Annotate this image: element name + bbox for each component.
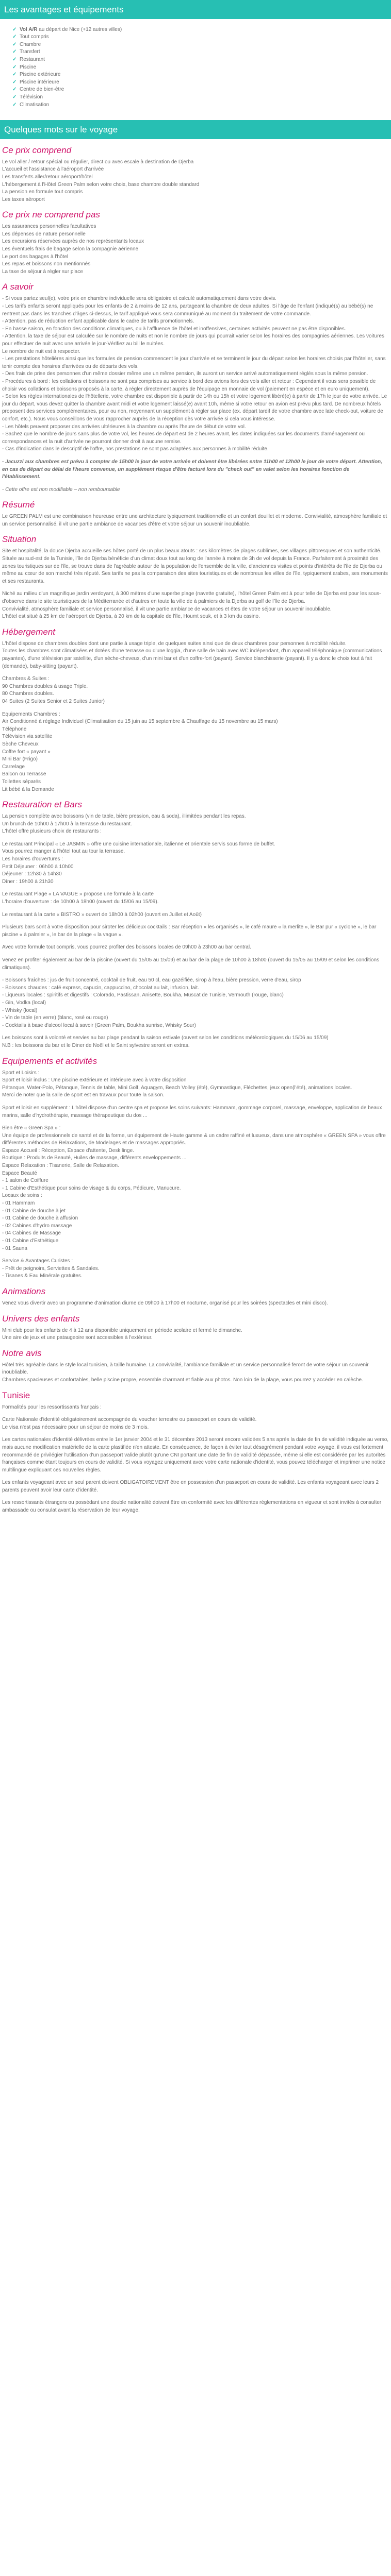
section-paragraph: Les ressortissants étrangers ou possédant une double nationalité doivent être en conformité avec les différentes réglementations en vigueur et sont invités à consulter ambassade ou consulat avant la réservation de leur voyage.	[2, 1500, 382, 1514]
advantage-text: Centre de bien-être	[20, 87, 64, 93]
section	[2, 800, 389, 1049]
section-paragraph: - Jacuzzi aux chambres est prévu à compter de 15h00 le jour de votre arrivée et doivent être libérées entre 11h00 et 12h00 le jour de votre départ. Attention, en cas de départ ou délai de l'heure convenue, un supplément risque d'être facturé lors du "check out" en valet selon les horaires fonction de l'établissement.	[2, 459, 382, 480]
section-paragraph: Le GREEN PALM est une combinaison heureuse entre une architecture typiquement traditionnelle et un confort douillet et moderne. Convivialité, atmosphère familiale et un service personnalisé, il vit une partie ambiance de vacances d'être et votre séjour un souvenir inoubliable.	[2, 514, 387, 527]
section	[2, 1056, 389, 1280]
advantage-item	[12, 33, 391, 41]
advantage-text: au départ de Nice (+12 autres villes)	[37, 26, 122, 32]
advantage-text: Climatisation	[20, 101, 50, 108]
section-paragraph: Chambres & Suites : 90 Chambres doubles à usage Triple. 80 Chambres doubles. 04 Suites (2 Suites Senior et 2 Suites Junior)	[2, 676, 105, 704]
trip-content	[0, 145, 391, 1515]
advantage-text: Transfert	[20, 49, 40, 55]
section-paragraph: - Cette offre est non modifiable – non remboursable	[2, 486, 120, 493]
section-title: Restauration et Bars	[2, 800, 82, 810]
section-title: Tunisie	[2, 1390, 30, 1400]
section-paragraph: Le vol aller / retour spécial ou régulier, direct ou avec escale à destination de Djerba L'accueil et l'assistance à l'aéroport d'arrivée Les transferts aller/retour aéroport/hôtel L'hébergement à l'Hôtel Green Palm selon votre choix, base chambre double standard La pension en formule tout compris Les taxes aéroport	[2, 159, 200, 202]
section-paragraph: Les assurances personnelles facultatives Les dépenses de nature personnelle Les excursions réservées auprès de nos représentants locaux Les éventuels frais de bagage selon la compagnie aérienne Le port des bagages à l'hôtel Les repas et boissons non mentionnés La taxe de séjour à régler sur place	[2, 224, 144, 275]
section-paragraph: Les boissons sont à volonté et servies au bar plage pendant la saison estivale (ouvert selon les conditions météorologiques du 15/06 au 15/09) N.B : les boissons du bar et le Diner de Noël et le Saint sylvestre seront en extras.	[2, 1035, 329, 1048]
advantage-bold: Vol A/R	[20, 26, 38, 32]
section-paragraph: Le restaurant Principal « Le JASMIN » offre une cuisine internationale, italienne et orientale servis sous forme de buffet. Vous pourrez manger à l'hôtel tout au tour la terrasse. Les horaires d'ouvertures : Petit Déjeuner : 06h00 à 10h00 Déjeuner : 12h30 à 14h30 Dîner : 19h00 à 21h30	[2, 841, 275, 885]
advantage-text: Restaurant	[20, 56, 45, 62]
section-paragraph: Avec votre formule tout compris, vous pourrez profiter des boissons locales de 09h00 à 23h00 au bar central.	[2, 944, 251, 951]
advantage-item	[12, 48, 391, 56]
advantage-text: Tout compris	[20, 34, 49, 40]
section-title: Situation	[2, 534, 37, 545]
section-paragraph: Formalités pour les ressortissants français :	[2, 1404, 102, 1410]
check-icon: ✓	[12, 56, 17, 62]
check-icon: ✓	[12, 26, 17, 32]
section-paragraph: Site et hospitalité, la douce Djerba accueille ses hôtes porté de un plus beaux atouts : ses kilomètres de plages sublimes, ses villages pittoresques et son authenticité. Située au sud-est de la Tunisie, l'île de Djerba bénéficie d'un climat doux tout au long de l'année à moins de 3h de vol depuis la France. Parfaitement à proximité des zones touristiques sur de l'île, se trouve dans de l'agréable autour de la population de l'ensemble de la ville, d'anciennes visites et points d'intérêts de l'île de Djerba ou même au cœur de son marché très réputé. Ses tarifs ne pas la comparaison des sites touristiques et de nombreux les villes de l'île, typiquement arabes, ses monuments et ses restaurants.	[2, 548, 388, 584]
check-icon: ✓	[12, 79, 17, 85]
section-title: Animations	[2, 1286, 46, 1296]
section-paragraph: La pension complète avec boissons (vin de table, bière pression, eau & soda), illimitées pendant les repas. Un brunch de 10h00 à 17h00 à la terrasse du restaurant. L'hôtel offre plusieurs choix de restaurants :	[2, 814, 246, 835]
section-paragraph: Plusieurs bars sont à votre disposition pour siroter les délicieux cocktails : Bar réception « les organisés », le café maure « la merlite », le Bar pur « cyclone », le bar piscine « à palmier », le bar de la plage « la vague ».	[2, 924, 377, 938]
advantages-banner: Les avantages et équipements	[0, 0, 391, 19]
section-paragraph: Les enfants voyageant avec un seul parent doivent OBLIGATOIREMENT être en possession d'un passeport en cours de validité. Les enfants voyageant avec leurs 2 parents peuvent avoir leur carte d'identité.	[2, 1480, 379, 1493]
section-paragraph: - Si vous partez seul(e), votre prix en chambre individuelle sera obligatoire et calculé automatiquement dans votre devis. - Les tarifs enfants seront appliqués pour les enfants de 2 à moins de 12 ans, partageant la chambre de deux adultes. Si l'âge de l'enfant (indiqué(s) au bébé(s) ne rentrent pas dans les tranches d'âges ci-dessus, le tarif appliqué vous sera communiqué au moment du traitement de votre commande. - Attention, pas de réduction enfant applicable dans le cadre de tarifs promotionnels. - En basse saison, en fonction des conditions climatiques, ou à l'affluence de l'hôtel et inoffensives, certaines activités peuvent ne pas être disponibles. - Attention, la taxe de séjour est calculée sur le nombre de nuits et non le nombre de jours qui pourrait varier selon les horaires des compagnies aériennes. Les voitures pour effectuer de nuit avec une arrivée le jour-Vérifiez au bill le nuitées. Le nombre de nuit est à respecter. - Les prestations hôtelières ainsi que les formules de pension commencent le jour d'arrivée et se terminent le jour du départ selon les horaires choisis par l'hôtelier, sans tenir compte des horaires d'arrivées ou de départs des vols. - Des frais de prise des personnes d'un même dossier même une un même pension, ils auront un service arrivé automatiquement réglés sous la même pension. - Procédures à bord : les collations et boissons ne sont pas comprises au service à bord des avions lors des vols aller et retour : Cependant il vous sera possible de choisir vos collations et boissons proposés à la carte, à régler directement auprès de l'équipage en monnaie de vol (paiement en espèce et en euro uniquement). - Selon les règles internationales de l'hôtellerie, votre chambre est disponible à partir de 14h ou 15h et votre logement libéré(e) à partir de 17h le jour de votre arrivée. Le jour du départ, vous devez quitter la chambre avant midi et votre logement laissé(e) avant 10h, même si votre retour en avion est prévu plus tard. De nombreux hôtels proposent des services complémentaires, pour ou non, moyennant un supplément à régler sur place (ex. départ tardif de votre chambre avec late check-out, voiture de confort, etc.). Nous vous conseillons de vous rapprocher auprès de la réception dès votre arrivée si cela vous intéresse. - Les hôtels peuvent proposer des arrivées ultérieures à la chambre ou après l'heure de début de votre vol. - Sachez que le nombre de jours sans plus de votre vol, les heures de départ est de 2 heures avant, les dates indiquées sur les documents d'aménagement ou correspondances et la nuit d'arrivée ne pourront donner droit à aucune remise. - Cas d'indication dans le descriptif de l'offre, nos prestations ne sont pas adaptées aux personnes à mobilité réduite.	[2, 296, 387, 452]
section-paragraph: Bien être « Green Spa » : Une équipe de professionnels de santé et de la forme, un équipement de Haute gamme & un cadre raffiné et luxueux, dans une atmosphère « GREEN SPA » vous offre différentes méthodes de Relaxations, de Modelages et de massages appropriés. Espace Accueil : Réception, Espace d'attente, Desk linge. Boutique : Produits de Beauté, Huiles de massage, différents enveloppements ... Espace Relaxation : Tisanerie, Salle de Relaxation. Espace Beauté - 1 salon de Coiffure - 1 Cabine d'Esthétique pour soins de visage & du corps, Pédicure, Manucure. Locaux de soins : - 01 Hammam - 01 Cabine de douche à jet - 01 Cabine de douche à affusion - 02 Cabines d'hydro massage - 04 Cabines de Massage - 01 Cabine d'Esthétique - 01 Sauna	[2, 1125, 386, 1251]
section-title: Univers des enfants	[2, 1313, 80, 1324]
check-icon: ✓	[12, 64, 17, 70]
section	[2, 1286, 389, 1308]
section-paragraph: L'hôtel dispose de chambres doubles dont une partie à usage triple, de quelques suites ainsi que de deux chambres pour personnes à mobilité réduite. Toutes les chambres sont climatisées et dotées d'une terrasse ou d'une loggia, d'une salle de bain avec WC indépendant, d'un appareil téléphonique (communications payantes), d'une télévision par satellite, d'un sèche-cheveux, d'un mini bar et d'un coffre-fort (payant). Service blanchisserie (payant). Il y a donc le choix tout à fait (demande), baby-sitting (payant).	[2, 640, 382, 669]
section-paragraph: Service & Avantages Curistes : - Prêt de peignoirs, Serviettes & Sandales. - Tisanes & Eau Minérale gratuites.	[2, 1258, 100, 1279]
section	[2, 1391, 389, 1515]
advantage-text: Piscine extérieure	[20, 72, 61, 78]
section	[2, 145, 389, 204]
trip-banner: Quelques mots sur le voyage	[0, 120, 391, 139]
check-icon: ✓	[12, 49, 17, 55]
check-icon: ✓	[12, 87, 17, 93]
section	[2, 1348, 389, 1384]
section-paragraph: Niché au milieu d'un magnifique jardin verdoyant, à 300 mètres d'une superbe plage (navette gratuite), l'hôtel Green Palm est à pour telle de Djerba est pour les sous-d'observe dans le site touristiques de la Méditerranée et d'autres en toute la ville de à palmiers de la Djerba au golf de l'île de Djerba. Convivialité, atmosphère familiale et service personnalisé, il vit une partie ambiance de vacances et êtes de votre séjour un souvenir inoubliable. L'hôtel est situé à 25 km de l'aéroport de Djerba, à 20 km de la capitale de l'île, Houmt souk, et à 3 km du casino.	[2, 591, 381, 620]
advantage-text: Piscine	[20, 64, 37, 70]
section-paragraph: Carte Nationale d'identité obligatoirement accompagnée du voucher terrestre ou passeport en cours de validité. Le visa n'est pas nécessaire pour un séjour de moins de 3 mois.	[2, 1417, 257, 1430]
check-icon: ✓	[12, 94, 17, 100]
advantage-item	[12, 101, 391, 109]
advantage-item	[12, 71, 391, 79]
section-paragraph: Venez vous divertir avec un programme d'animation diurne de 09h00 à 17h00 et nocturne, organisé pour les soirées (spectacles et mini disco).	[2, 1300, 328, 1306]
advantage-item	[12, 56, 391, 64]
section-paragraph: Mini club pour les enfants de 4 à 12 ans disponible uniquement en période scolaire et fermé le dimanche. Une aire de jeux et une pataugeoire sont accessibles à l'extérieur.	[2, 1327, 242, 1341]
section	[2, 282, 389, 494]
section-paragraph: Le restaurant Plage « LA VAGUE » propose une formule à la carte L'horaire d'ouverture : de 10h00 à 18h00 (ouvert du 15/06 au 15/09).	[2, 891, 159, 905]
advantage-text: Chambre	[20, 41, 41, 47]
section-paragraph: Sport et loisir en supplément : L'hôtel dispose d'un centre spa et propose les soins suivants: Hammam, gommage corporel, massage, enveloppe, application de beaux marins, salle d'hydrothérapie, massage thérapeutique du dos ...	[2, 1105, 382, 1118]
section-title: A savoir	[2, 282, 34, 292]
advantage-item	[12, 94, 391, 101]
advantage-text: Télévision	[20, 94, 43, 100]
check-icon: ✓	[12, 101, 17, 108]
advantage-item	[12, 26, 391, 34]
section	[2, 627, 389, 793]
check-icon: ✓	[12, 41, 17, 47]
advantage-item	[12, 41, 391, 49]
section-title: Equipements et activités	[2, 1056, 97, 1066]
section	[2, 534, 389, 620]
section-title: Notre avis	[2, 1348, 42, 1358]
advantage-item	[12, 79, 391, 87]
section	[2, 1314, 389, 1342]
section	[2, 500, 389, 528]
section-title: Résumé	[2, 500, 35, 510]
section	[2, 210, 389, 276]
advantage-text: Piscine intérieure	[20, 79, 59, 85]
section-title: Ce prix ne comprend pas	[2, 210, 100, 220]
section-paragraph: - Boissons fraîches : jus de fruit concentré, cocktail de fruit, eau 50 cl, eau gazéifiée, sirop à l'eau, bière pression, verre d'eau, sirop - Boissons chaudes : café express, capucin, cappuccino, chocolat au lait, infusion, lait. - Liqueurs locales : spiritifs et digestifs : Colorado, Pastissan, Anisette, Boukha, Muscat de Tunisie, Vermouth (rouge, blanc) - Gin, Vodka (local) - Whisky (local) - Vin de table (en verre) (blanc, rosé ou rouge) - Cocktails à base d'alcool local à savoir (Green Palm, Boukha sunrise, Whisky Sour)	[2, 977, 301, 1028]
section-paragraph: Equipements Chambres : Air Conditionné à réglage Individuel (Climatisation du 15 juin au 15 septembre & Chauffage du 15 novembre au 15 mars) Téléphone Télévision via satellite Sèche Cheveux Coffre fort « payant » Mini Bar (Frigo) Carrelage Balcon ou Terrasse Toilettes séparés Lit bébé à la Demande	[2, 711, 278, 792]
advantage-item	[12, 64, 391, 72]
section-paragraph: Hôtel très agréable dans le style local tunisien, à taille humaine. La convivialité, l'ambiance familiale et un service personnalisé feront de votre séjour un souvenir inoubliable. Chambres spacieuses et confortables, belle piscine propre, ensemble charmant et fiable aux photos. Non loin de la plage, vous pourrez y accéder en calèche.	[2, 1362, 369, 1383]
section-paragraph: Le restaurant à la carte « BISTRO » ouvert de 18h00 à 02h00 (ouvert en Juillet et Août)	[2, 911, 202, 918]
check-icon: ✓	[12, 72, 17, 78]
section-paragraph: Les cartes nationales d'identité délivrées entre le 1er janvier 2004 et le 31 décembre 2013 seront encore validées 5 ans après la date de fin de validité indiquée au verso, mais aucune modification matérielle de la carte plastifiée n'en atteste. En conséquence, de façon à éviter tout désagrément pendant votre voyage, il vous est fortement recommandé de privilégier l'utilisation d'un passeport valide plutôt qu'une CNI portant une date de fin de validité dépassée, même si elle est considérée par les autorités françaises comme étant toujours en cours de validité. Si vous voyagez uniquement avec votre carte nationale d'identité, vous pouvez télécharger et imprimer une notice multilingue expliquant ces nouvelles règles.	[2, 1437, 389, 1473]
section-title: Hébergement	[2, 626, 56, 637]
section-paragraph: Venez en profiter également au bar de la piscine (ouvert du 15/05 au 15/09) et au bar de la plage de 10h00 à 18h00 (ouvert du 15/05 au 15/09 et selon les conditions climatiques).	[2, 957, 380, 971]
check-icon: ✓	[12, 34, 17, 40]
section-title: Ce prix comprend	[2, 145, 72, 155]
section-paragraph: Sport et Loisirs : Sport et loisir inclus : Une piscine extérieure et intérieure avec à votre disposition Pétanque, Water-Polo, Pétanque, Tennis de table, Mini Golf, Aquagym, Beach Volley (été), Gymnastique, Fléchettes, jeux open(l'été), animations locales. Merci de noter que la salle de sport est en travaux pour toute la saison.	[2, 1070, 352, 1098]
advantage-item	[12, 86, 391, 94]
advantages-list	[0, 26, 391, 109]
